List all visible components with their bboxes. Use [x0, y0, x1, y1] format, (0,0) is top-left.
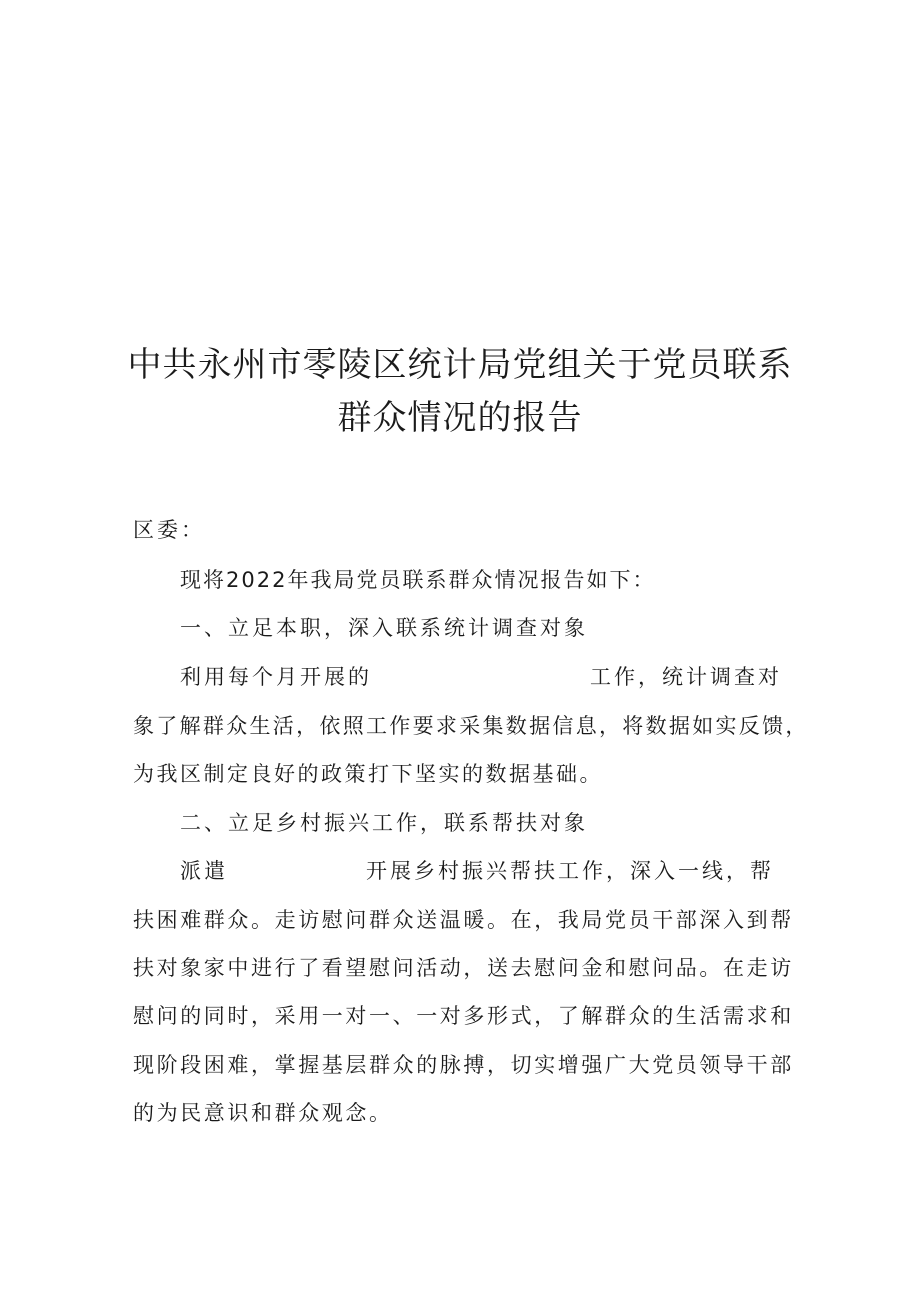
section-1-line-2	[133, 713, 809, 739]
document-title-line-1: 中共永州市零陵区统计局党组关于党员联系	[127, 345, 793, 385]
section-2-line-6: 的为民意识和群众观念。	[133, 1101, 393, 1125]
intro-paragraph: 现将2022年我局党员联系群众情况报告如下：	[180, 568, 656, 592]
section-1-heading: 一、立足本职，深入联系统计调查对象	[180, 616, 588, 640]
section-2-line-4: 慰问的同时，采用一对一、一对多形式，了解群众的生活需求和	[133, 1004, 794, 1028]
section-2-line-1-part-2: 开展乡村振兴帮扶工作，深入一线，帮	[366, 859, 774, 883]
section-1-line-1-part-2: 工作，统计调查对	[590, 665, 782, 689]
document-title-line-2: 群众情况的报告	[337, 398, 583, 438]
salutation: 区委：	[133, 518, 205, 542]
section-2-line-1-part-1: 派遣	[180, 859, 228, 883]
section-2-line-2: 扶困难群众。走访慰问群众送温暖。在，我局党员干部深入到帮	[133, 908, 794, 932]
section-1-line-3: 为我区制定良好的政策打下坚实的数据基础。	[133, 762, 603, 786]
section-2-heading: 二、立足乡村振兴工作，联系帮扶对象	[180, 811, 588, 835]
section-1-line-2-text: 象了解群众生活，依照工作要求采集数据信息，将数据如实反馈，	[133, 714, 809, 738]
section-2-line-3: 扶对象家中进行了看望慰问活动，送去慰问金和慰问品。在走访	[133, 956, 794, 980]
section-1-line-1-part-1: 利用每个月开展的	[180, 665, 372, 689]
section-2-line-5: 现阶段困难，掌握基层群众的脉搏，切实增强广大党员领导干部	[133, 1053, 794, 1077]
